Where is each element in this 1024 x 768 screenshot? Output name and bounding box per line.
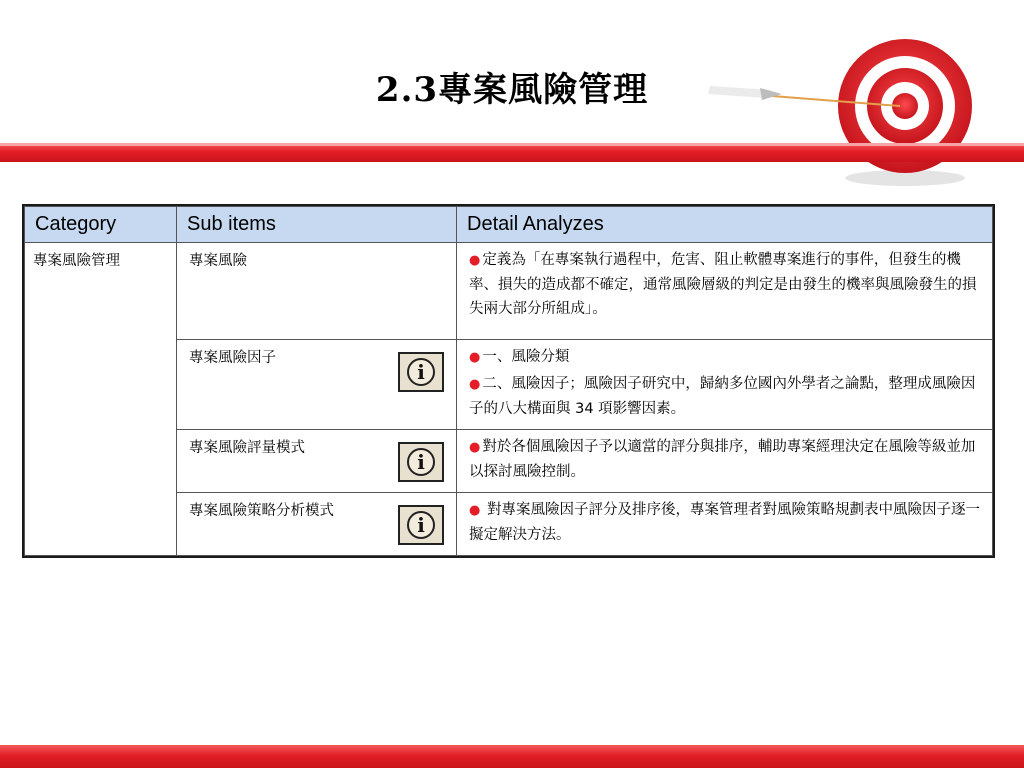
sub-item-cell xyxy=(177,243,457,340)
detail-bullet: ● 二、風險因子；風險因子研究中，歸納多位國內外學者之論點，整理成風險因子的八大構面與 34 項影響因素。 xyxy=(469,376,976,417)
detail-cell xyxy=(457,243,993,340)
bullet-dot-icon: ● xyxy=(469,503,481,518)
detail-cell xyxy=(457,340,993,430)
bullet-dot-icon: ● xyxy=(469,350,481,365)
detail-bullet: ● 對於各個風險因子予以適當的評分與排序，輔助專案經理決定在風險等級並加以探討風險控制。 xyxy=(469,439,976,480)
info-button[interactable] xyxy=(398,442,444,482)
bullet-dot-icon: ● xyxy=(469,253,481,268)
sub-item-cell xyxy=(177,430,457,493)
info-icon: i xyxy=(407,358,435,386)
sub-item-cell xyxy=(177,340,457,430)
info-icon: i xyxy=(407,448,435,476)
target-arrow-icon xyxy=(700,38,990,198)
sub-item-cell xyxy=(177,493,457,556)
sub-item-label: 專案風險因子 xyxy=(189,350,276,366)
category-cell: 專案風險管理 xyxy=(25,243,177,556)
table-header-row xyxy=(25,207,993,243)
detail-bullet: ● 定義為「在專案執行過程中，危害、阻止軟體專案進行的事件，但發生的機率、損失的造成都不確定，通常風險層級的判定是由發生的機率與風險發生的損失兩大部分所組成」。 xyxy=(469,252,977,317)
bottom-red-band xyxy=(0,745,1024,768)
info-button[interactable] xyxy=(398,352,444,392)
info-button[interactable] xyxy=(398,505,444,545)
sub-item-label: 專案風險評量模式 xyxy=(189,440,305,456)
top-band-highlight xyxy=(0,143,1024,146)
slide-title: 2.3專案風險管理 xyxy=(375,70,649,110)
header-sub-items: Sub items xyxy=(177,207,457,243)
header-category: Category xyxy=(25,207,177,243)
table-row xyxy=(25,243,993,340)
detail-bullet: ● 一、風險分類 xyxy=(469,349,570,365)
sub-item-label: 專案風險 xyxy=(189,253,247,269)
detail-cell xyxy=(457,493,993,556)
detail-bullet: ● 對專案風險因子評分及排序後，專案管理者對風險策略規劃表中風險因子逐一擬定解決方法。 xyxy=(469,502,980,543)
bullet-dot-icon: ● xyxy=(469,440,481,455)
bullet-dot-icon: ● xyxy=(469,377,481,392)
detail-cell xyxy=(457,430,993,493)
risk-table xyxy=(22,204,995,558)
sub-item-label: 專案風險策略分析模式 xyxy=(189,503,334,519)
info-icon: i xyxy=(407,511,435,539)
header-detail-analyzes: Detail Analyzes xyxy=(457,207,993,243)
